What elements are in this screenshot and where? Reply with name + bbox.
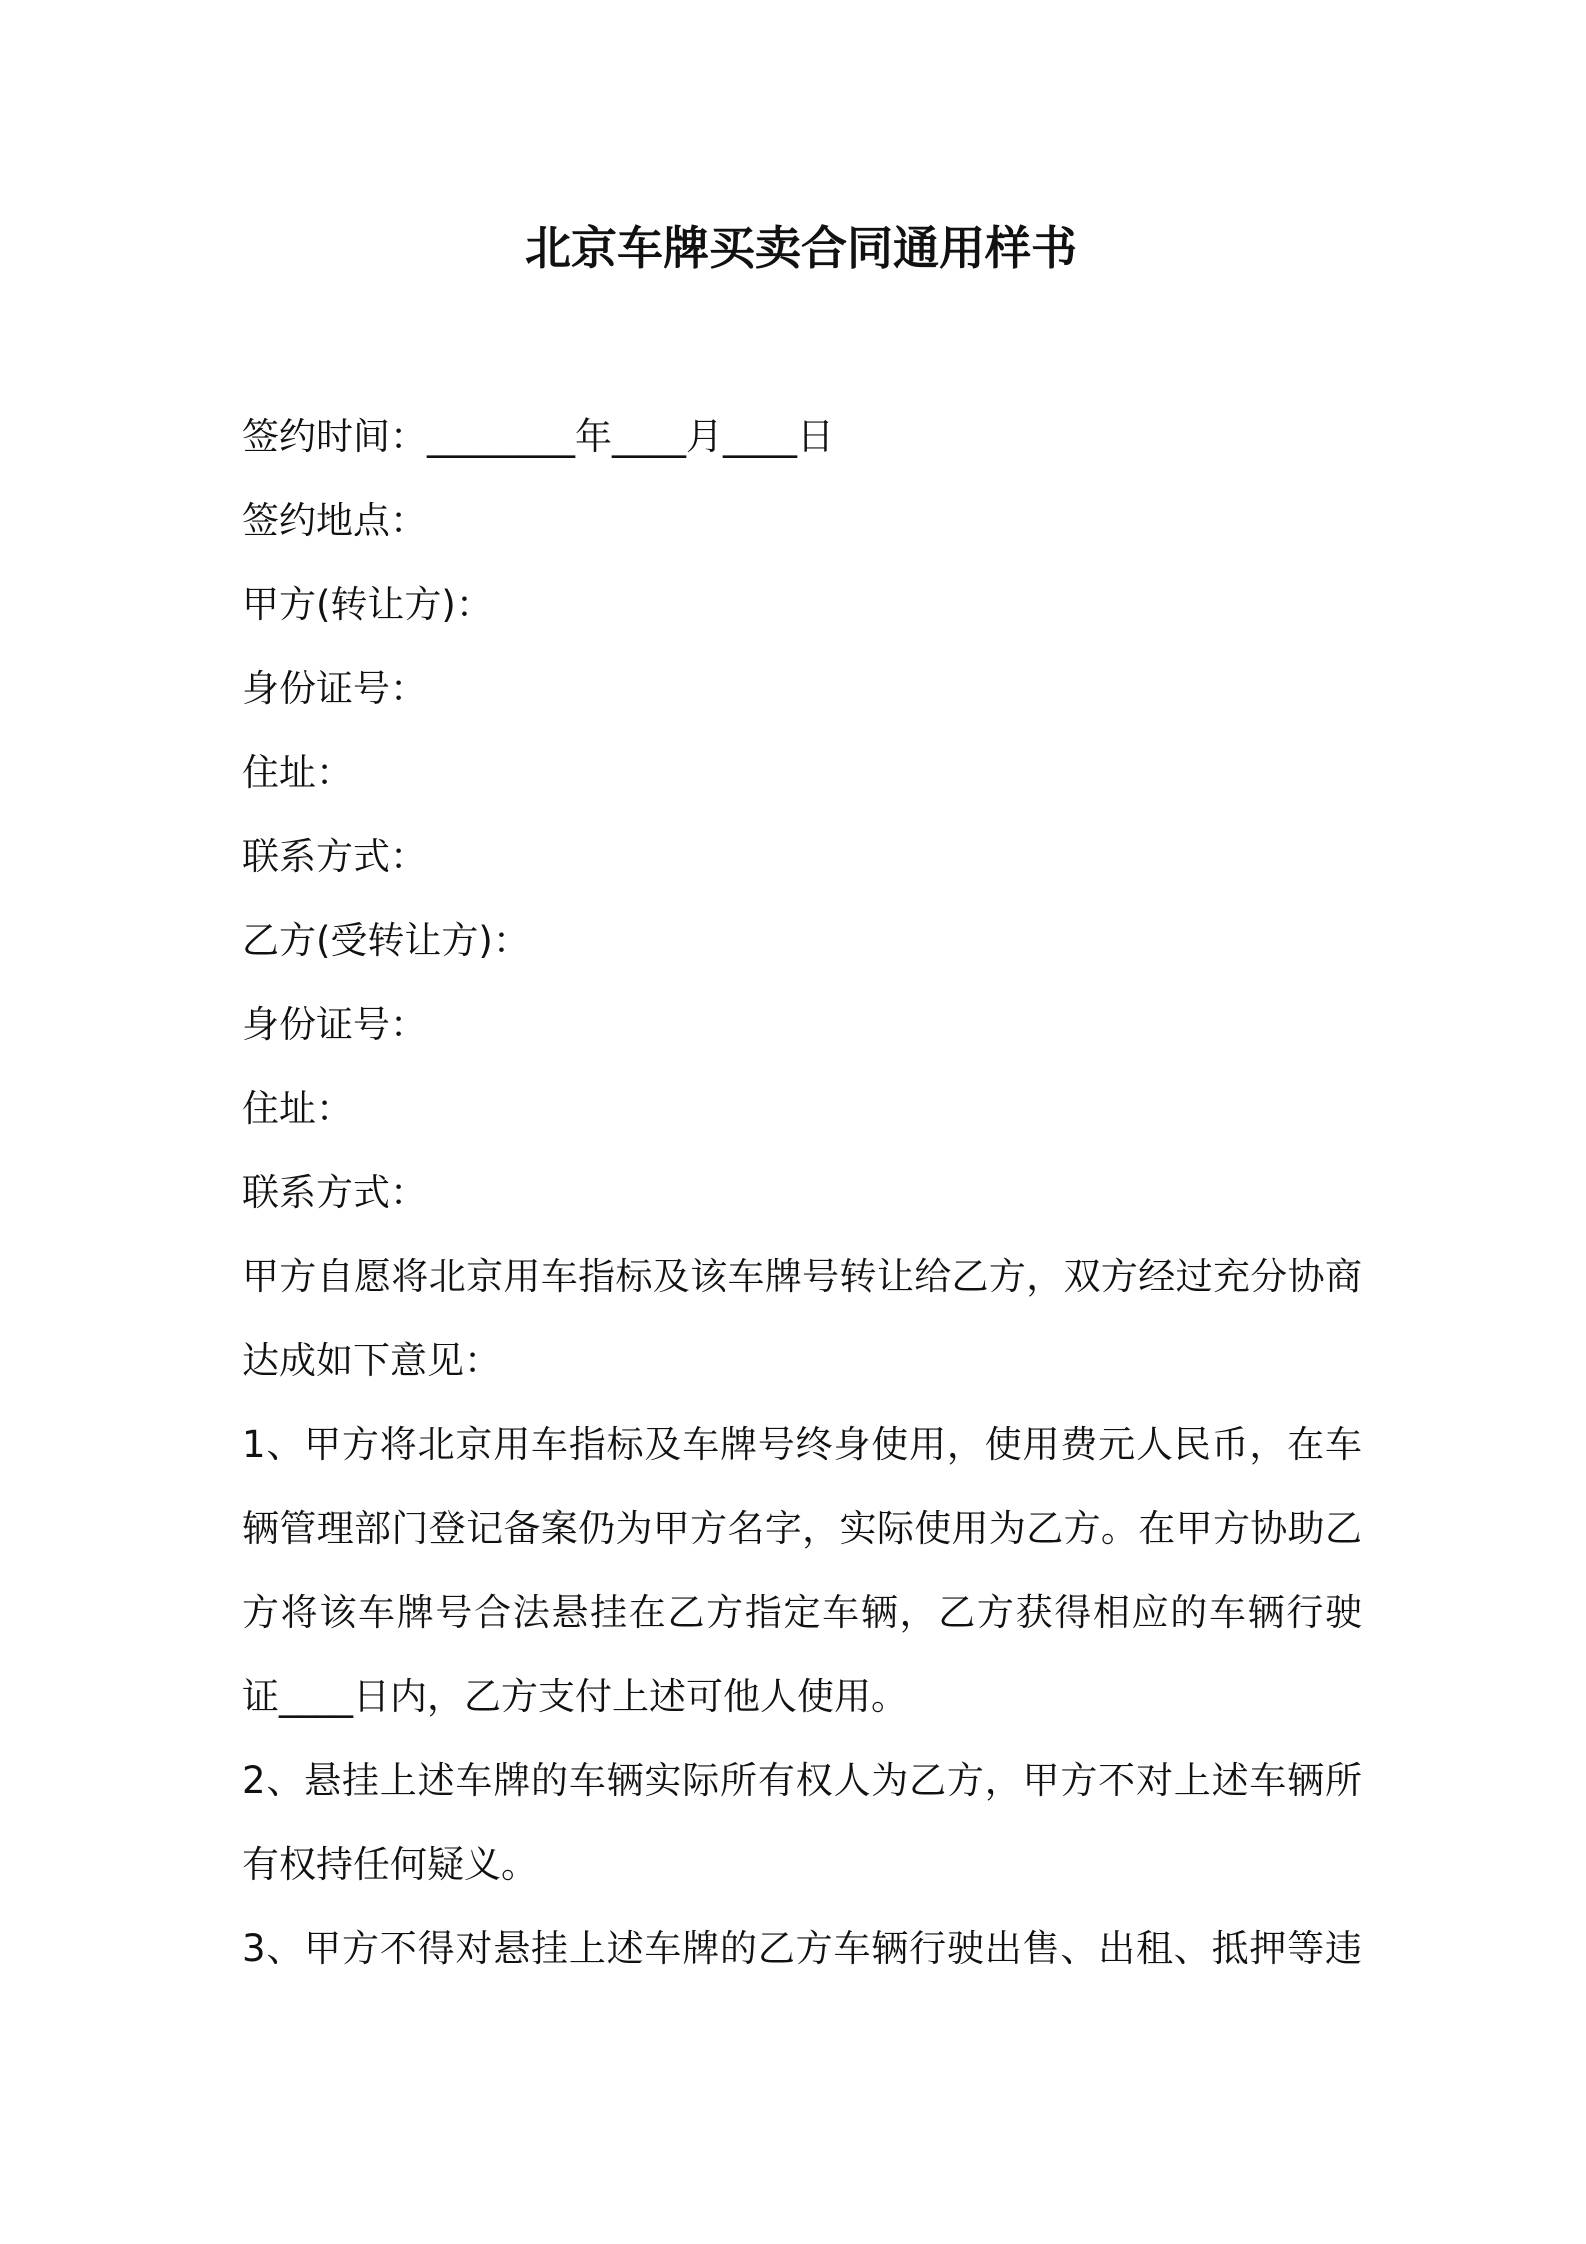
paragraph-line: 2、悬挂上述车牌的车辆实际所有权人为乙方，甲方不对上述车辆所 [242, 1759, 1362, 1802]
paragraph-line: 1、甲方将北京用车指标及车牌号终身使用，使用费元人民币，在车 [242, 1423, 1362, 1466]
paragraph-line: 3、甲方不得对悬挂上述车牌的乙方车辆行驶出售、出租、抵押等违 [242, 1927, 1362, 1970]
paragraph-line: 证____日内，乙方支付上述可他人使用。 [242, 1675, 908, 1718]
document-title: 北京车牌买卖合同通用样书 [525, 221, 1077, 275]
document-body [242, 395, 1362, 1991]
paragraph-intro [242, 1235, 1362, 1403]
paragraph-line: 辆管理部门登记备案仍为甲方名字，实际使用为乙方。在甲方协助乙 [242, 1507, 1362, 1550]
paragraph-line: 甲方自愿将北京用车指标及该车牌号转让给乙方，双方经过充分协商 [242, 1255, 1362, 1298]
paragraph-clause-3 [242, 1907, 1362, 1991]
paragraph-clause-2 [242, 1739, 1362, 1907]
field-party-a-address: 住址： [242, 751, 353, 794]
paragraph-line: 达成如下意见： [242, 1339, 501, 1382]
field-party-b: 乙方(受转让方)： [242, 919, 530, 962]
paragraph-line: 有权持任何疑义。 [242, 1843, 538, 1886]
field-party-b-id: 身份证号： [242, 1003, 427, 1046]
field-party-b-contact: 联系方式： [242, 1171, 427, 1214]
field-sign-place: 签约地点： [242, 499, 427, 542]
field-sign-time: 签约时间：________年____月____日 [242, 415, 834, 458]
paragraph-clause-1 [242, 1403, 1362, 1739]
field-party-a: 甲方(转让方)： [242, 583, 493, 626]
field-party-a-id: 身份证号： [242, 667, 427, 710]
field-party-b-address: 住址： [242, 1087, 353, 1130]
paragraph-line: 方将该车牌号合法悬挂在乙方指定车辆，乙方获得相应的车辆行驶 [242, 1591, 1362, 1634]
field-party-a-contact: 联系方式： [242, 835, 427, 878]
